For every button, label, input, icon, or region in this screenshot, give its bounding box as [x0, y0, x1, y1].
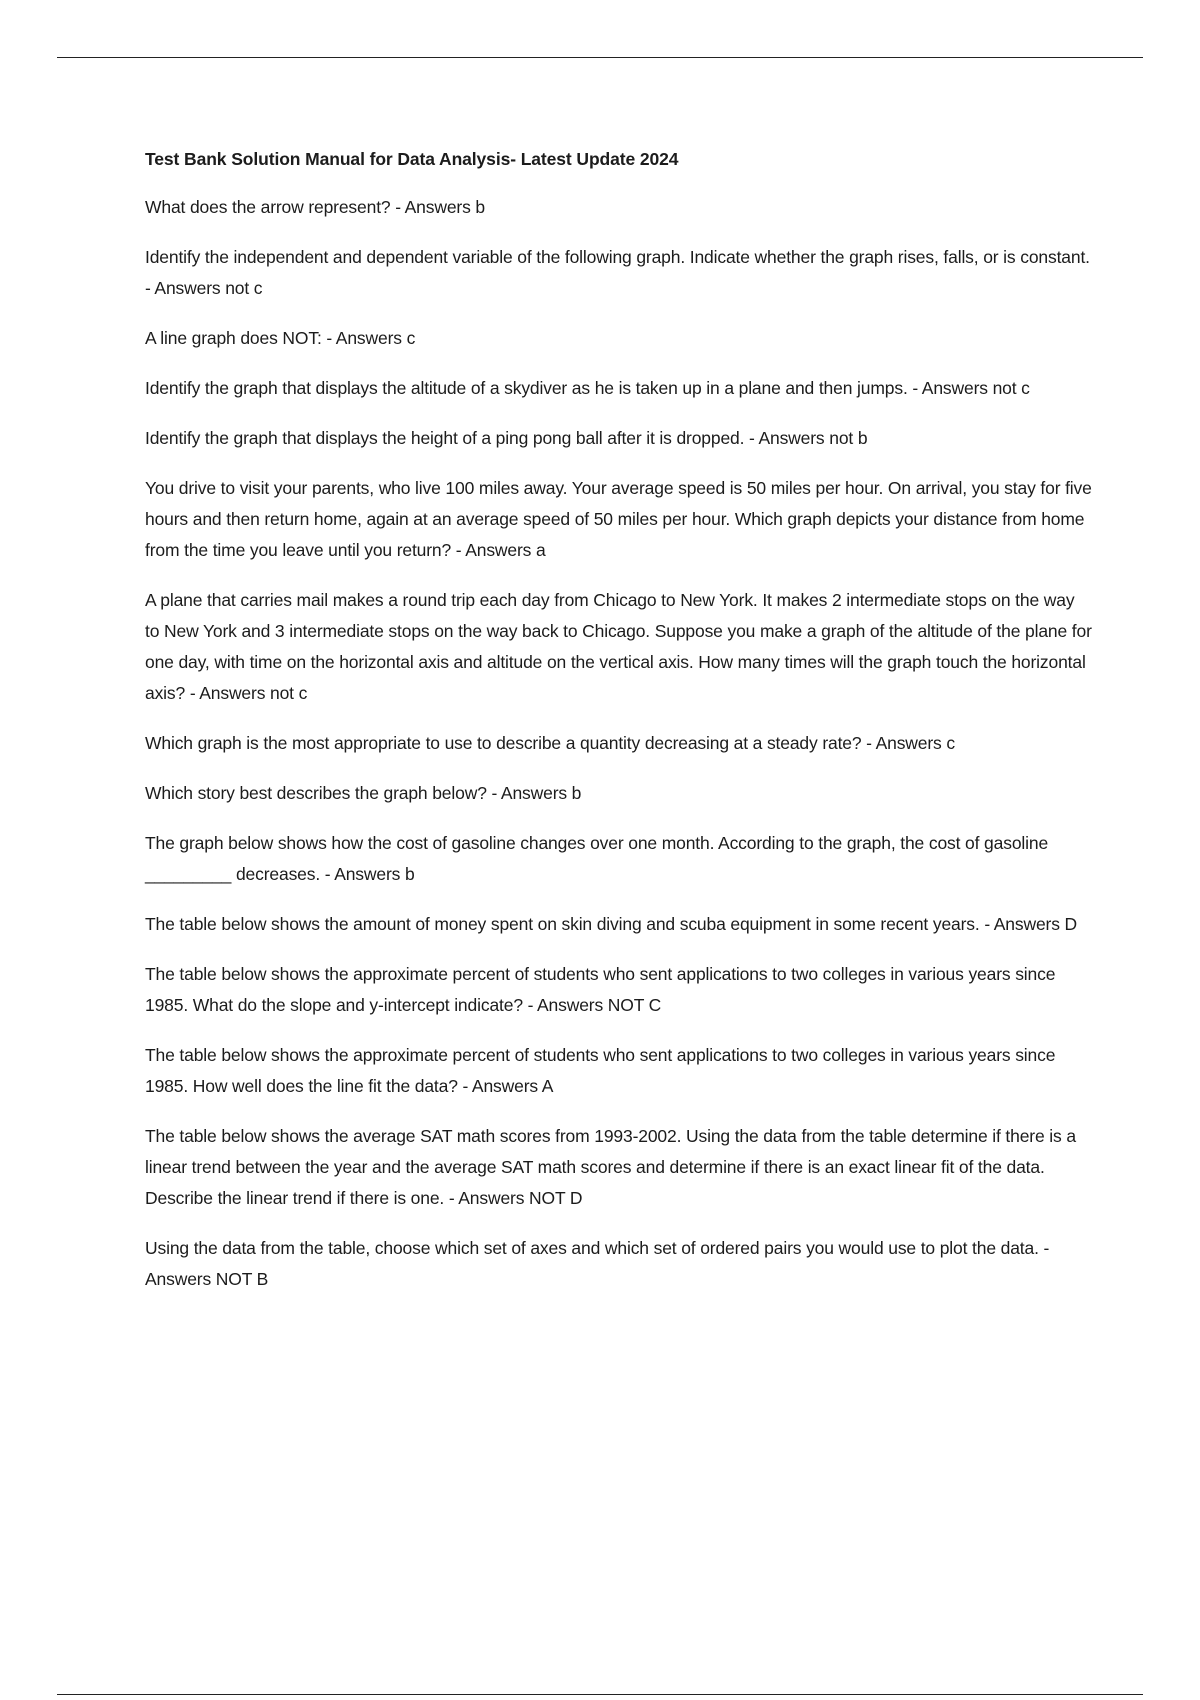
qa-item-15: Using the data from the table, choose which set of axes and which set of ordered pairs you would use to plot the data. - Answers NOT B	[145, 1238, 1050, 1289]
qa-item-2: Identify the independent and dependent variable of the following graph. Indicate whether the graph rises, falls, or is constant. - Answers not c	[145, 247, 1090, 298]
qa-item-5: Identify the graph that displays the height of a ping pong ball after it is dropped. - Answers not b	[145, 428, 868, 448]
qa-item-11: The table below shows the amount of money spent on skin diving and scuba equipment in some recent years. - Answers D	[145, 914, 1078, 934]
qa-item-6: You drive to visit your parents, who live 100 miles away. Your average speed is 50 miles per hour. On arrival, you stay for five hours and then return home, again at an average speed of 50 miles per hour. Which graph depicts your distance from home from the time you leave until you return? - Answers a	[145, 478, 1092, 560]
qa-item-3: A line graph does NOT: - Answers c	[145, 328, 416, 348]
qa-item-9: Which story best describes the graph below? - Answers b	[145, 783, 582, 803]
qa-item-4: Identify the graph that displays the altitude of a skydiver as he is taken up in a plane and then jumps. - Answers not c	[145, 378, 1030, 398]
qa-item-14: The table below shows the average SAT math scores from 1993-2002. Using the data from the table determine if there is a linear trend between the year and the average SAT math scores and determine if there is an exact linear fit of the data. Describe the linear trend if there is one. - Answers NOT D	[145, 1126, 1076, 1208]
qa-item-8: Which graph is the most appropriate to use to describe a quantity decreasing at a steady rate? - Answers c	[145, 733, 955, 753]
qa-item-12: The table below shows the approximate percent of students who sent applications to two colleges in various years since 1985. What do the slope and y-intercept indicate? - Answers NOT C	[145, 964, 1056, 1015]
qa-item-13: The table below shows the approximate percent of students who sent applications to two colleges in various years since 1985. How well does the line fit the data? - Answers A	[145, 1045, 1056, 1096]
document-title: Test Bank Solution Manual for Data Analysis- Latest Update 2024	[145, 149, 679, 169]
header-rule	[57, 57, 1143, 58]
document-body	[145, 145, 1093, 1314]
qa-item-1: What does the arrow represent? - Answers b	[145, 197, 485, 217]
footer-rule	[57, 1694, 1143, 1695]
qa-item-7: A plane that carries mail makes a round trip each day from Chicago to New York. It makes 2 intermediate stops on the way to New York and 3 intermediate stops on the way back to Chicago. Suppose you make a graph of the altitude of the plane for one day, with time on the horizontal axis and altitude on the vertical axis. How many times will the graph touch the horizontal axis? - Answers not c	[145, 590, 1092, 703]
qa-item-10: The graph below shows how the cost of gasoline changes over one month. According to the graph, the cost of gasoline _________ decreases. - Answers b	[145, 833, 1049, 884]
